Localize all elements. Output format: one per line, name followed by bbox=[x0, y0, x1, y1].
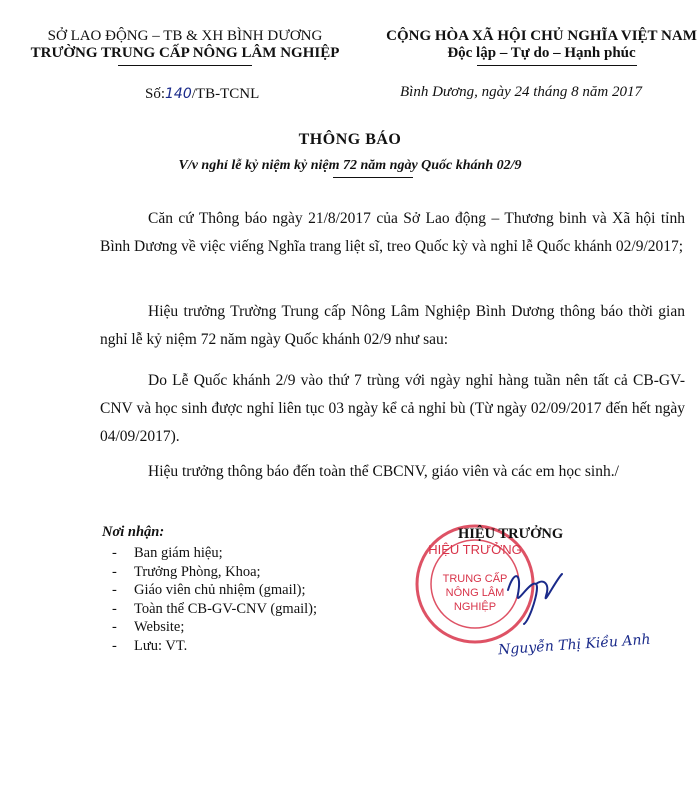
signature-title: HIỆU TRƯỞNG bbox=[458, 526, 564, 542]
stamp-text: NGHIỆP bbox=[453, 601, 497, 613]
body-paragraph: Do Lễ Quốc khánh 2/9 vào thứ 7 trùng với ngày nghỉ hàng tuần nên tất cả CB-GV-CNV và học sinh được nghỉ liên tục 03 ngày kể cả nghỉ bù (Từ ngày 02/09/2017 đến hết ngày 04/09/2017). bbox=[100, 372, 685, 445]
recipient-item: - Ban giám hiệu; bbox=[112, 544, 317, 563]
document-number-suffix: /TB-TCNL bbox=[191, 86, 260, 102]
document-number-handwritten: 140 bbox=[165, 86, 192, 102]
document-subject: V/v nghỉ lễ kỷ niệm kỷ niệm 72 năm ngày Quốc khánh 02/9 bbox=[178, 158, 522, 173]
document-number-prefix: Số: bbox=[145, 86, 166, 102]
stamp-text: TRUNG CẤP bbox=[442, 573, 508, 585]
recipient-item: - Giáo viên chủ nhiệm (gmail); bbox=[112, 581, 317, 600]
motto-underline bbox=[477, 65, 637, 66]
recipients-title: Nơi nhận: bbox=[102, 524, 165, 540]
issue-date: Bình Dương, ngày 24 tháng 8 năm 2017 bbox=[400, 84, 643, 100]
body-paragraph: Căn cứ Thông báo ngày 21/8/2017 của Sở Lao động – Thương binh và Xã hội tỉnh Bình Dương về việc viếng Nghĩa trang liệt sĩ, treo Quốc kỳ và nghỉ lễ Quốc khánh 02/9/2017; bbox=[100, 210, 685, 255]
subject-underline bbox=[333, 177, 413, 178]
issuing-authority: SỞ LAO ĐỘNG – TB & XH BÌNH DƯƠNG bbox=[47, 28, 323, 44]
recipients-list bbox=[112, 544, 317, 655]
recipient-item: - Toàn thể CB-GV-CNV (gmail); bbox=[112, 600, 317, 619]
document-title: THÔNG BÁO bbox=[298, 131, 402, 148]
school-name-underline bbox=[118, 65, 252, 66]
stamp-text: HIỆU TRƯỞNG bbox=[428, 542, 522, 557]
school-name: TRƯỜNG TRUNG CẤP NÔNG LÂM NGHIỆP bbox=[30, 45, 340, 61]
handwritten-signature bbox=[500, 550, 570, 630]
national-motto: Độc lập – Tự do – Hạnh phúc bbox=[447, 45, 636, 61]
signer-name: Nguyễn Thị Kiều Anh bbox=[497, 631, 652, 659]
recipient-item: - Lưu: VT. bbox=[112, 637, 317, 656]
body-paragraph: Hiệu trưởng Trường Trung cấp Nông Lâm Nghiệp Bình Dương thông báo thời gian nghỉ lễ kỷ niệm 72 năm ngày Quốc khánh 02/9 như sau: bbox=[100, 303, 685, 348]
recipient-item: - Trưởng Phòng, Khoa; bbox=[112, 563, 317, 582]
national-title: CỘNG HÒA XÃ HỘI CHỦ NGHĨA VIỆT NAM bbox=[386, 28, 697, 44]
document-number bbox=[145, 86, 259, 103]
stamp-text: NÔNG LÂM bbox=[445, 587, 505, 599]
body-paragraph: Hiệu trưởng thông báo đến toàn thể CBCNV, giáo viên và các em học sinh./ bbox=[148, 463, 619, 480]
recipient-item: - Website; bbox=[112, 618, 317, 637]
